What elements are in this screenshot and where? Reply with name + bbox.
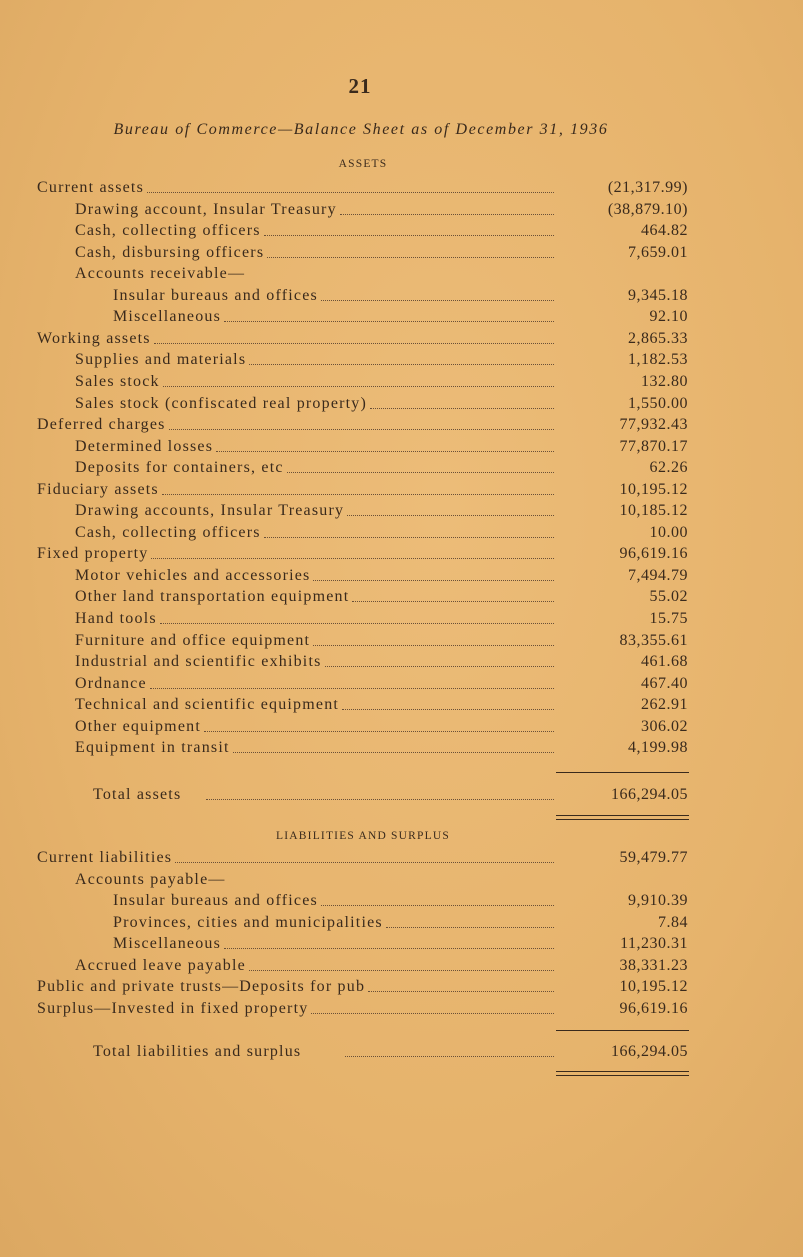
leader-dots <box>321 300 554 301</box>
row-label: Sales stock (confiscated real property) <box>75 394 368 412</box>
assets-subtotal-rule <box>556 772 689 773</box>
page-number: 21 <box>348 74 372 98</box>
row-amount: 7.84 <box>658 913 688 931</box>
table-row <box>0 934 803 954</box>
row-amount: 2,865.33 <box>628 329 688 347</box>
row-label: Insular bureaus and offices <box>113 286 318 304</box>
row-amount: 7,494.79 <box>628 566 688 584</box>
row-amount: 464.82 <box>641 222 688 240</box>
table-row <box>0 999 803 1019</box>
row-amount: 11,230.31 <box>620 935 688 952</box>
row-label: Deferred charges <box>37 416 166 434</box>
leader-dots <box>267 257 554 258</box>
row-amount: 10.00 <box>649 523 688 541</box>
table-row <box>0 913 803 933</box>
leader-dots <box>352 601 554 602</box>
table-row <box>0 738 803 758</box>
liabilities-total-double-rule-bottom <box>556 1075 689 1076</box>
leader-dots <box>151 558 554 559</box>
liabilities-subtotal-rule <box>556 1030 689 1031</box>
row-label: Accounts receivable— <box>75 265 246 283</box>
leader-dots <box>224 948 554 949</box>
liabilities-total-double-rule-top <box>556 1071 689 1072</box>
table-row <box>0 566 803 586</box>
row-amount: 461.68 <box>641 653 688 671</box>
liabilities-heading: LIABILITIES AND SURPLUS <box>276 830 450 842</box>
row-amount: 10,195.12 <box>619 978 688 995</box>
row-amount: 92.10 <box>649 308 688 326</box>
leader-dots <box>169 429 554 430</box>
table-row <box>0 200 803 220</box>
leader-dots <box>264 537 554 538</box>
row-label: Technical and scientific equipment <box>75 696 340 714</box>
row-label: Ordnance <box>75 674 147 692</box>
row-label: Cash, disbursing officers <box>75 243 265 261</box>
row-amount: 83,355.61 <box>619 631 688 649</box>
table-row <box>0 458 803 478</box>
row-label: Accrued leave payable <box>75 956 246 974</box>
leader-dots <box>313 580 554 581</box>
assets-heading: ASSETS <box>338 158 388 170</box>
leader-dots <box>347 515 554 516</box>
leader-dots <box>340 214 554 215</box>
leader-dots <box>287 472 554 473</box>
total-assets-label: Total assets <box>93 786 182 803</box>
row-amount: 4,199.98 <box>628 739 688 757</box>
leader-dots <box>160 623 554 624</box>
row-label: Supplies and materials <box>75 351 247 369</box>
row-label: Surplus—Invested in fixed property <box>37 999 309 1017</box>
leader-dots <box>162 494 554 495</box>
leader-dots <box>386 927 554 928</box>
leader-dots <box>249 364 554 365</box>
table-row <box>0 631 803 651</box>
row-amount: 77,870.17 <box>619 437 688 455</box>
row-label: Motor vehicles and accessories <box>75 566 311 584</box>
row-label: Industrial and scientific exhibits <box>75 653 322 671</box>
row-label: Miscellaneous <box>113 935 222 952</box>
leader-dots <box>206 799 554 800</box>
table-row <box>0 609 803 629</box>
row-amount: 96,619.16 <box>619 999 688 1017</box>
table-row <box>0 523 803 543</box>
row-label: Insular bureaus and offices <box>113 892 318 909</box>
leader-dots <box>147 192 554 193</box>
leader-dots <box>224 321 554 322</box>
table-row <box>0 437 803 457</box>
table-row <box>0 717 803 737</box>
total-liabilities-label: Total liabilities and surplus <box>93 1043 302 1060</box>
row-amount: 62.26 <box>649 459 688 477</box>
row-label: Determined losses <box>75 437 214 455</box>
row-amount: 55.02 <box>649 588 688 606</box>
table-row <box>0 674 803 694</box>
row-label: Drawing accounts, Insular Treasury <box>75 502 345 520</box>
row-amount: 1,550.00 <box>628 394 688 412</box>
row-amount: 262.91 <box>641 696 688 714</box>
table-row <box>0 350 803 370</box>
row-amount: 15.75 <box>649 610 688 627</box>
total-liabilities-row <box>0 1042 803 1062</box>
row-amount: 467.40 <box>641 674 688 692</box>
row-label: Fiduciary assets <box>37 480 159 498</box>
row-label: Sales stock <box>75 372 160 390</box>
row-amount: (21,317.99) <box>607 179 688 196</box>
row-amount: 96,619.16 <box>619 545 688 563</box>
leader-dots <box>249 970 554 971</box>
table-row <box>0 307 803 327</box>
row-label: Deposits for containers, etc <box>75 459 284 477</box>
table-row <box>0 394 803 414</box>
table-row <box>0 264 803 284</box>
row-label: Other equipment <box>75 717 201 735</box>
table-row <box>0 501 803 521</box>
row-amount: 59,479.77 <box>619 849 688 866</box>
assets-total-double-rule-bottom <box>556 819 689 820</box>
leader-dots <box>321 905 554 906</box>
row-label: Hand tools <box>75 610 157 627</box>
leader-dots <box>216 451 554 452</box>
leader-dots <box>154 343 554 344</box>
row-amount: 306.02 <box>641 717 688 735</box>
leader-dots <box>204 731 554 732</box>
leader-dots <box>325 666 554 667</box>
total-liabilities-amount: 166,294.05 <box>611 1043 688 1060</box>
row-label: Other land transportation equipment <box>75 588 350 606</box>
row-label: Equipment in transit <box>75 739 230 757</box>
row-amount: 77,932.43 <box>619 416 688 434</box>
row-amount: 1,182.53 <box>628 351 688 369</box>
table-row <box>0 286 803 306</box>
table-row <box>0 178 803 198</box>
row-label: Fixed property <box>37 545 149 563</box>
row-label: Working assets <box>37 329 151 347</box>
leader-dots <box>175 862 554 863</box>
table-row <box>0 329 803 349</box>
table-row <box>0 544 803 564</box>
leader-dots <box>264 235 554 236</box>
row-label: Public and private trusts—Deposits for pub <box>37 978 366 995</box>
leader-dots <box>233 752 554 753</box>
table-row <box>0 977 803 997</box>
document-title: Bureau of Commerce—Balance Sheet as of December 31, 1936 <box>113 121 609 138</box>
table-row <box>0 221 803 241</box>
table-row <box>0 587 803 607</box>
table-row <box>0 891 803 911</box>
table-row <box>0 695 803 715</box>
leader-dots <box>368 991 554 992</box>
row-label: Drawing account, Insular Treasury <box>75 200 337 218</box>
leader-dots <box>313 645 554 646</box>
row-amount: 10,195.12 <box>619 480 688 498</box>
row-amount: (38,879.10) <box>607 200 688 218</box>
table-row <box>0 652 803 672</box>
row-label: Current liabilities <box>37 849 173 866</box>
row-amount: 132.80 <box>641 372 688 390</box>
leader-dots <box>342 709 554 710</box>
row-amount: 38,331.23 <box>619 956 688 974</box>
table-row <box>0 372 803 392</box>
row-label: Accounts payable— <box>75 870 226 888</box>
leader-dots <box>370 408 554 409</box>
total-assets-amount: 166,294.05 <box>611 786 688 803</box>
row-label: Cash, collecting officers <box>75 222 261 240</box>
row-amount: 7,659.01 <box>628 243 688 261</box>
row-label: Current assets <box>37 179 145 196</box>
table-row <box>0 870 803 890</box>
assets-total-double-rule-top <box>556 815 689 816</box>
table-row <box>0 243 803 263</box>
leader-dots <box>150 688 554 689</box>
row-label: Provinces, cities and municipalities <box>113 913 383 931</box>
leader-dots <box>163 386 554 387</box>
leader-dots <box>345 1056 554 1057</box>
row-label: Furniture and office equipment <box>75 631 311 649</box>
row-label: Cash, collecting officers <box>75 523 261 541</box>
table-row <box>0 480 803 500</box>
row-amount: 9,345.18 <box>628 286 688 304</box>
row-label: Miscellaneous <box>113 308 222 326</box>
total-assets-row <box>0 785 803 805</box>
row-amount: 10,185.12 <box>619 502 688 520</box>
table-row <box>0 415 803 435</box>
table-row <box>0 956 803 976</box>
leader-dots <box>311 1013 554 1014</box>
table-row <box>0 848 803 868</box>
row-amount: 9,910.39 <box>628 892 688 909</box>
